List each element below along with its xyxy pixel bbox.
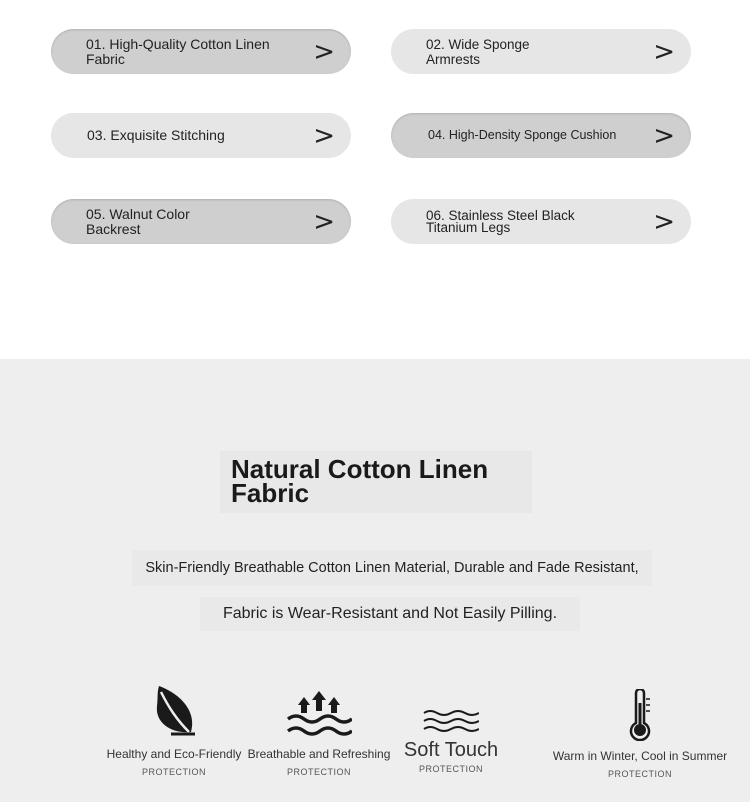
feature-label: 06. Stainless Steel Black Titanium Legs bbox=[426, 207, 575, 235]
feature-soft bbox=[396, 709, 506, 774]
feature-label: 02. Wide Sponge Armrests bbox=[426, 36, 530, 67]
feature-breathable bbox=[246, 689, 392, 777]
feature-pill-03[interactable] bbox=[51, 113, 351, 158]
feature-thermal bbox=[552, 689, 728, 779]
thermometer-icon bbox=[626, 689, 654, 741]
feature-pill-02[interactable] bbox=[391, 29, 691, 74]
chevron-right-icon: > bbox=[313, 120, 335, 151]
chevron-right-icon: > bbox=[653, 36, 675, 67]
feature-label: 03. Exquisite Stitching bbox=[87, 127, 225, 143]
feature-label: Soft Touch bbox=[403, 739, 499, 761]
feature-label: 04. High-Density Sponge Cushion bbox=[428, 128, 617, 142]
feature-label: Breathable and Refreshing bbox=[247, 747, 391, 761]
breathable-arrows-icon bbox=[286, 689, 352, 737]
feature-label: Warm in Winter, Cool in Summer bbox=[552, 749, 728, 763]
chevron-right-icon: > bbox=[313, 36, 335, 67]
feature-label: 01. High-Quality Cotton Linen Fabric bbox=[86, 35, 270, 67]
feature-sub: PROTECTION bbox=[418, 764, 483, 774]
description-line-2: Fabric is Wear-Resistant and Not Easily Pilling. bbox=[200, 597, 580, 631]
leaf-icon bbox=[151, 684, 197, 736]
description-line-1: Skin-Friendly Breathable Cotton Linen Material, Durable and Fade Resistant, bbox=[132, 550, 652, 586]
feature-sub: PROTECTION bbox=[607, 769, 672, 779]
feature-sub: PROTECTION bbox=[141, 767, 206, 777]
feature-label: Healthy and Eco-Friendly bbox=[106, 747, 242, 761]
chevron-right-icon: > bbox=[313, 206, 335, 237]
feature-pill-05[interactable] bbox=[51, 199, 351, 244]
section-title: Natural Cotton Linen Fabric bbox=[220, 451, 532, 513]
feature-pill-06[interactable] bbox=[391, 199, 691, 244]
chevron-right-icon: > bbox=[653, 206, 675, 237]
feature-sub: PROTECTION bbox=[286, 767, 351, 777]
features-list bbox=[0, 0, 750, 359]
feature-pill-01[interactable] bbox=[51, 29, 351, 74]
feature-pill-04[interactable] bbox=[391, 113, 691, 158]
waves-icon bbox=[423, 709, 479, 733]
chevron-right-icon: > bbox=[653, 120, 675, 151]
fabric-section bbox=[0, 359, 750, 802]
feature-eco bbox=[104, 684, 244, 777]
feature-label: 05. Walnut Color Backrest bbox=[86, 205, 190, 237]
